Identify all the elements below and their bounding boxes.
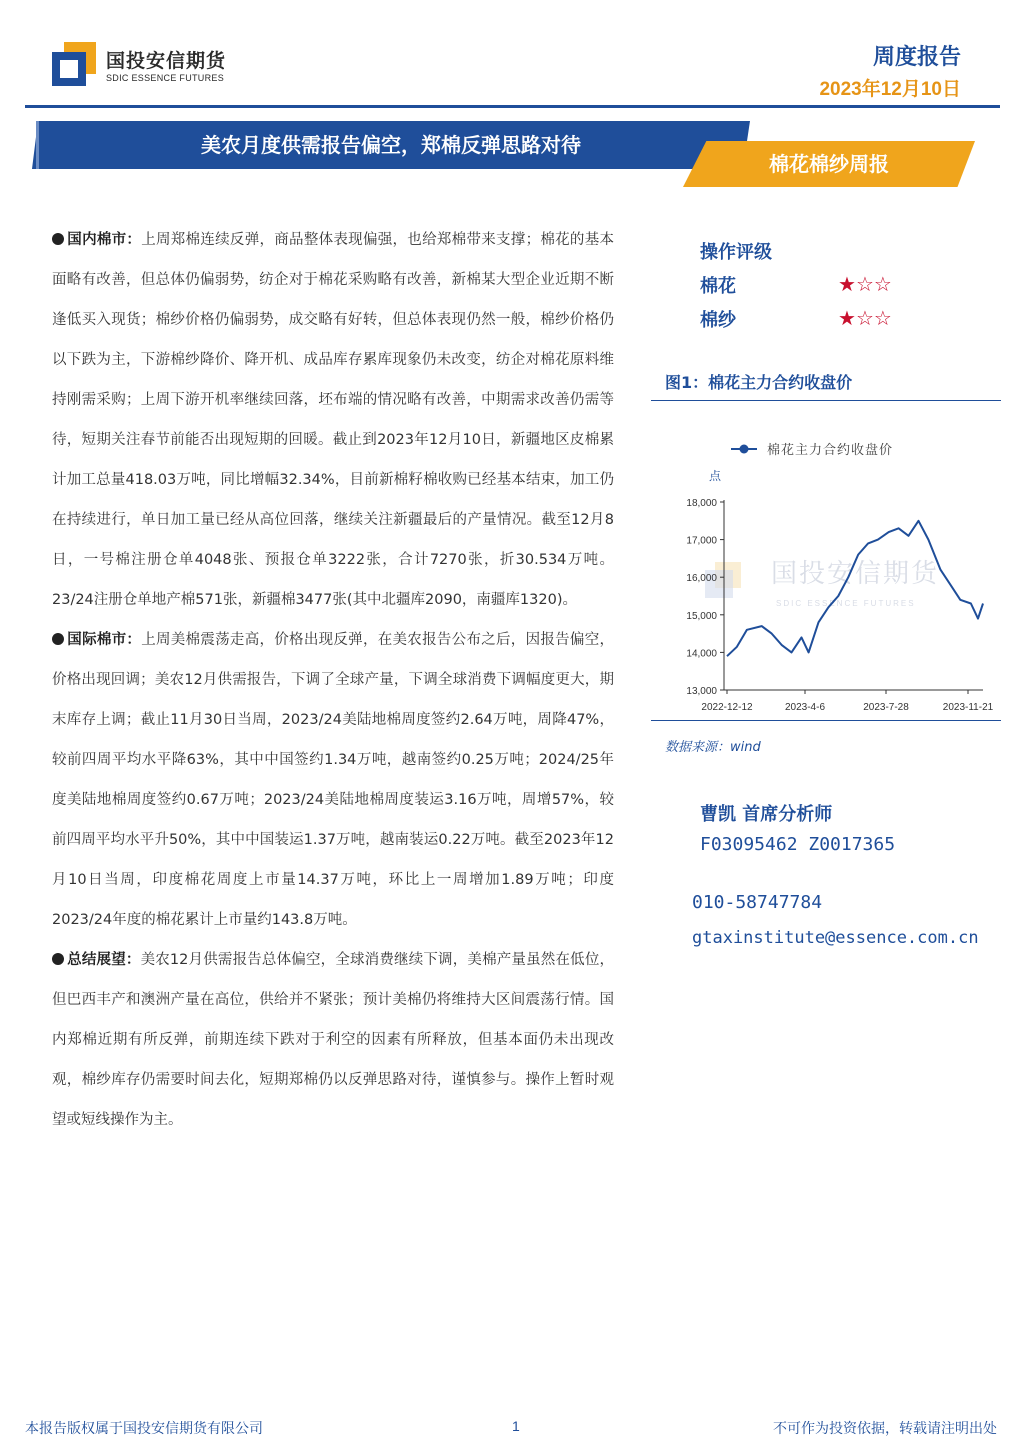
rating-title: 操作评级 xyxy=(700,242,772,263)
report-category: 棉花棉纱周报 xyxy=(769,152,889,176)
report-type: 周度报告 xyxy=(872,45,961,70)
figure-top-rule xyxy=(651,400,1001,401)
data-source: 数据来源：wind xyxy=(665,740,761,755)
y-axis-unit: 点 xyxy=(709,469,722,483)
section-text: 上周美棉震荡走高，价格出现反弹，在美农报告公布之后，因报告偏空，价格出现回调；美农12月供需报告，下调了全球产量，下调全球消费下调幅度更大，期末库存上调；截止11月30日当周，2023/24美陆地棉周度签约2.64万吨，周降47%，较前四周平均水平降63%，其中中国签约1.34万吨，越南签约0.25万吨；2024/25年度美陆地棉周度签约0.67万吨；2023/24美陆地棉周度装运3.16万吨，周增57%，较前四周平均水平升50%，其中中国装运1.37万吨，越南装运0.22万吨。截至2023年12月10日当周，印度棉花周度上市量14.37万吨，环比上一周增加1.89万吨；印度2023/24年度的棉花累计上市量约143.8万吨。 xyxy=(52,632,614,928)
star-empty-icon: ☆ xyxy=(873,272,892,296)
y-tick-label: 13,000 xyxy=(686,686,717,697)
page-number: 1 xyxy=(512,1418,520,1434)
y-tick-label: 16,000 xyxy=(686,573,717,585)
figure-bottom-rule xyxy=(651,720,1001,721)
legend-label: 棉花主力合约收盘价 xyxy=(767,443,894,458)
footer-disclaimer: 不可作为投资依据，转载请注明出处 xyxy=(773,1421,997,1437)
star-empty-icon: ☆ xyxy=(855,272,874,296)
rating-stars xyxy=(838,306,892,330)
analyst-email: gtaxinstitute@essence.com.cn xyxy=(692,928,979,948)
report-body xyxy=(52,220,614,1140)
section-heading: 国际棉市： xyxy=(67,632,142,648)
section-text: 美农12月供需报告总体偏空，全球消费继续下调，美棉产量虽然在低位，但巴西丰产和澳洲产量在高位，供给并不紧张；预计美棉仍将维持大区间震荡行情。国内郑棉近期有所反弹，前期连续下跌对于利空的因素有所释放，但基本面仍未出现改观，棉纱库存仍需要时间去化，短期郑棉仍以反弹思路对待，谨慎参与。操作上暂时观望或短线操作为主。 xyxy=(52,952,614,1128)
rating-label: 棉花 xyxy=(700,276,736,297)
section-domestic xyxy=(52,220,614,620)
bullet-icon xyxy=(52,633,64,645)
y-tick-label: 18,000 xyxy=(686,498,717,509)
chart-watermark-en: SDIC ESSENCE FUTURES xyxy=(776,599,916,608)
x-tick-label: 2023-7-28 xyxy=(863,702,909,713)
x-tick-label: 2022-12-12 xyxy=(701,702,753,713)
chart-watermark: 国投安信期货 xyxy=(771,559,940,589)
rating-row-yarn xyxy=(700,306,910,332)
star-filled-icon: ★ xyxy=(838,272,856,296)
x-tick-label: 2023-11-21 xyxy=(942,702,994,713)
logo-mark-icon xyxy=(52,42,96,86)
section-heading: 国内棉市： xyxy=(67,232,142,248)
rating-row-cotton xyxy=(700,272,910,298)
analyst-license: F03095462 Z0017365 xyxy=(700,834,896,855)
section-international xyxy=(52,620,614,940)
rating-label: 棉纱 xyxy=(700,310,736,331)
price-chart xyxy=(651,420,1001,720)
footer-copyright: 本报告版权属于国投安信期货有限公司 xyxy=(25,1421,263,1437)
y-tick-label: 14,000 xyxy=(686,648,717,660)
legend-marker-icon xyxy=(740,445,749,454)
report-date: 2023年12月10日 xyxy=(819,79,961,100)
analyst-name: 曹凯 首席分析师 xyxy=(700,804,833,825)
star-filled-icon: ★ xyxy=(838,306,856,330)
rating-stars xyxy=(838,272,892,296)
y-tick-label: 17,000 xyxy=(686,535,717,547)
y-tick-label: 15,000 xyxy=(686,610,717,622)
logo-text-en: SDIC ESSENCE FUTURES xyxy=(106,73,225,83)
section-heading: 总结展望： xyxy=(67,952,141,968)
star-empty-icon: ☆ xyxy=(873,306,892,330)
bullet-icon xyxy=(52,233,64,245)
analyst-phone: 010-58747784 xyxy=(692,892,823,913)
section-text: 上周郑棉连续反弹，商品整体表现偏强，也给郑棉带来支撑；棉花的基本面略有改善，但总体仍偏弱势，纺企对于棉花采购略有改善，新棉某大型企业近期不断逢低买入现货；棉纱价格仍偏弱势，成交略有好转，但总体表现仍然一般，棉纱价格仍以下跌为主，下游棉纱降价、降开机、成品库存累库现象仍未改变，纺企对棉花原料维持刚需采购；上周下游开机率继续回落，坯布端的情况略有改善，中期需求改善仍需等待，短期关注春节前能否出现短期的回暖。截止到2023年12月10日，新疆地区皮棉累计加工总量418.03万吨，同比增幅32.34%，目前新棉籽棉收购已经基本结束，加工仍在持续进行，单日加工量已经从高位回落，继续关注新疆最后的产量情况。截至12月8日，一号棉注册仓单4048张、预报仓单3222张，合计7270张，折30.534万吨。23/24注册仓单地产棉571张，新疆棉3477张(其中北疆库2090，南疆库1320)。 xyxy=(52,232,614,608)
x-tick-label: 2023-4-6 xyxy=(784,702,826,713)
logo-text-cn: 国投安信期货 xyxy=(106,50,227,72)
header-divider xyxy=(25,105,1000,108)
company-logo xyxy=(52,42,242,88)
star-empty-icon: ☆ xyxy=(855,306,874,330)
bullet-icon xyxy=(52,953,64,965)
figure-title: 图1：棉花主力合约收盘价 xyxy=(665,373,853,392)
report-title: 美农月度供需报告偏空，郑棉反弹思路对待 xyxy=(201,133,581,157)
section-outlook xyxy=(52,940,614,1140)
